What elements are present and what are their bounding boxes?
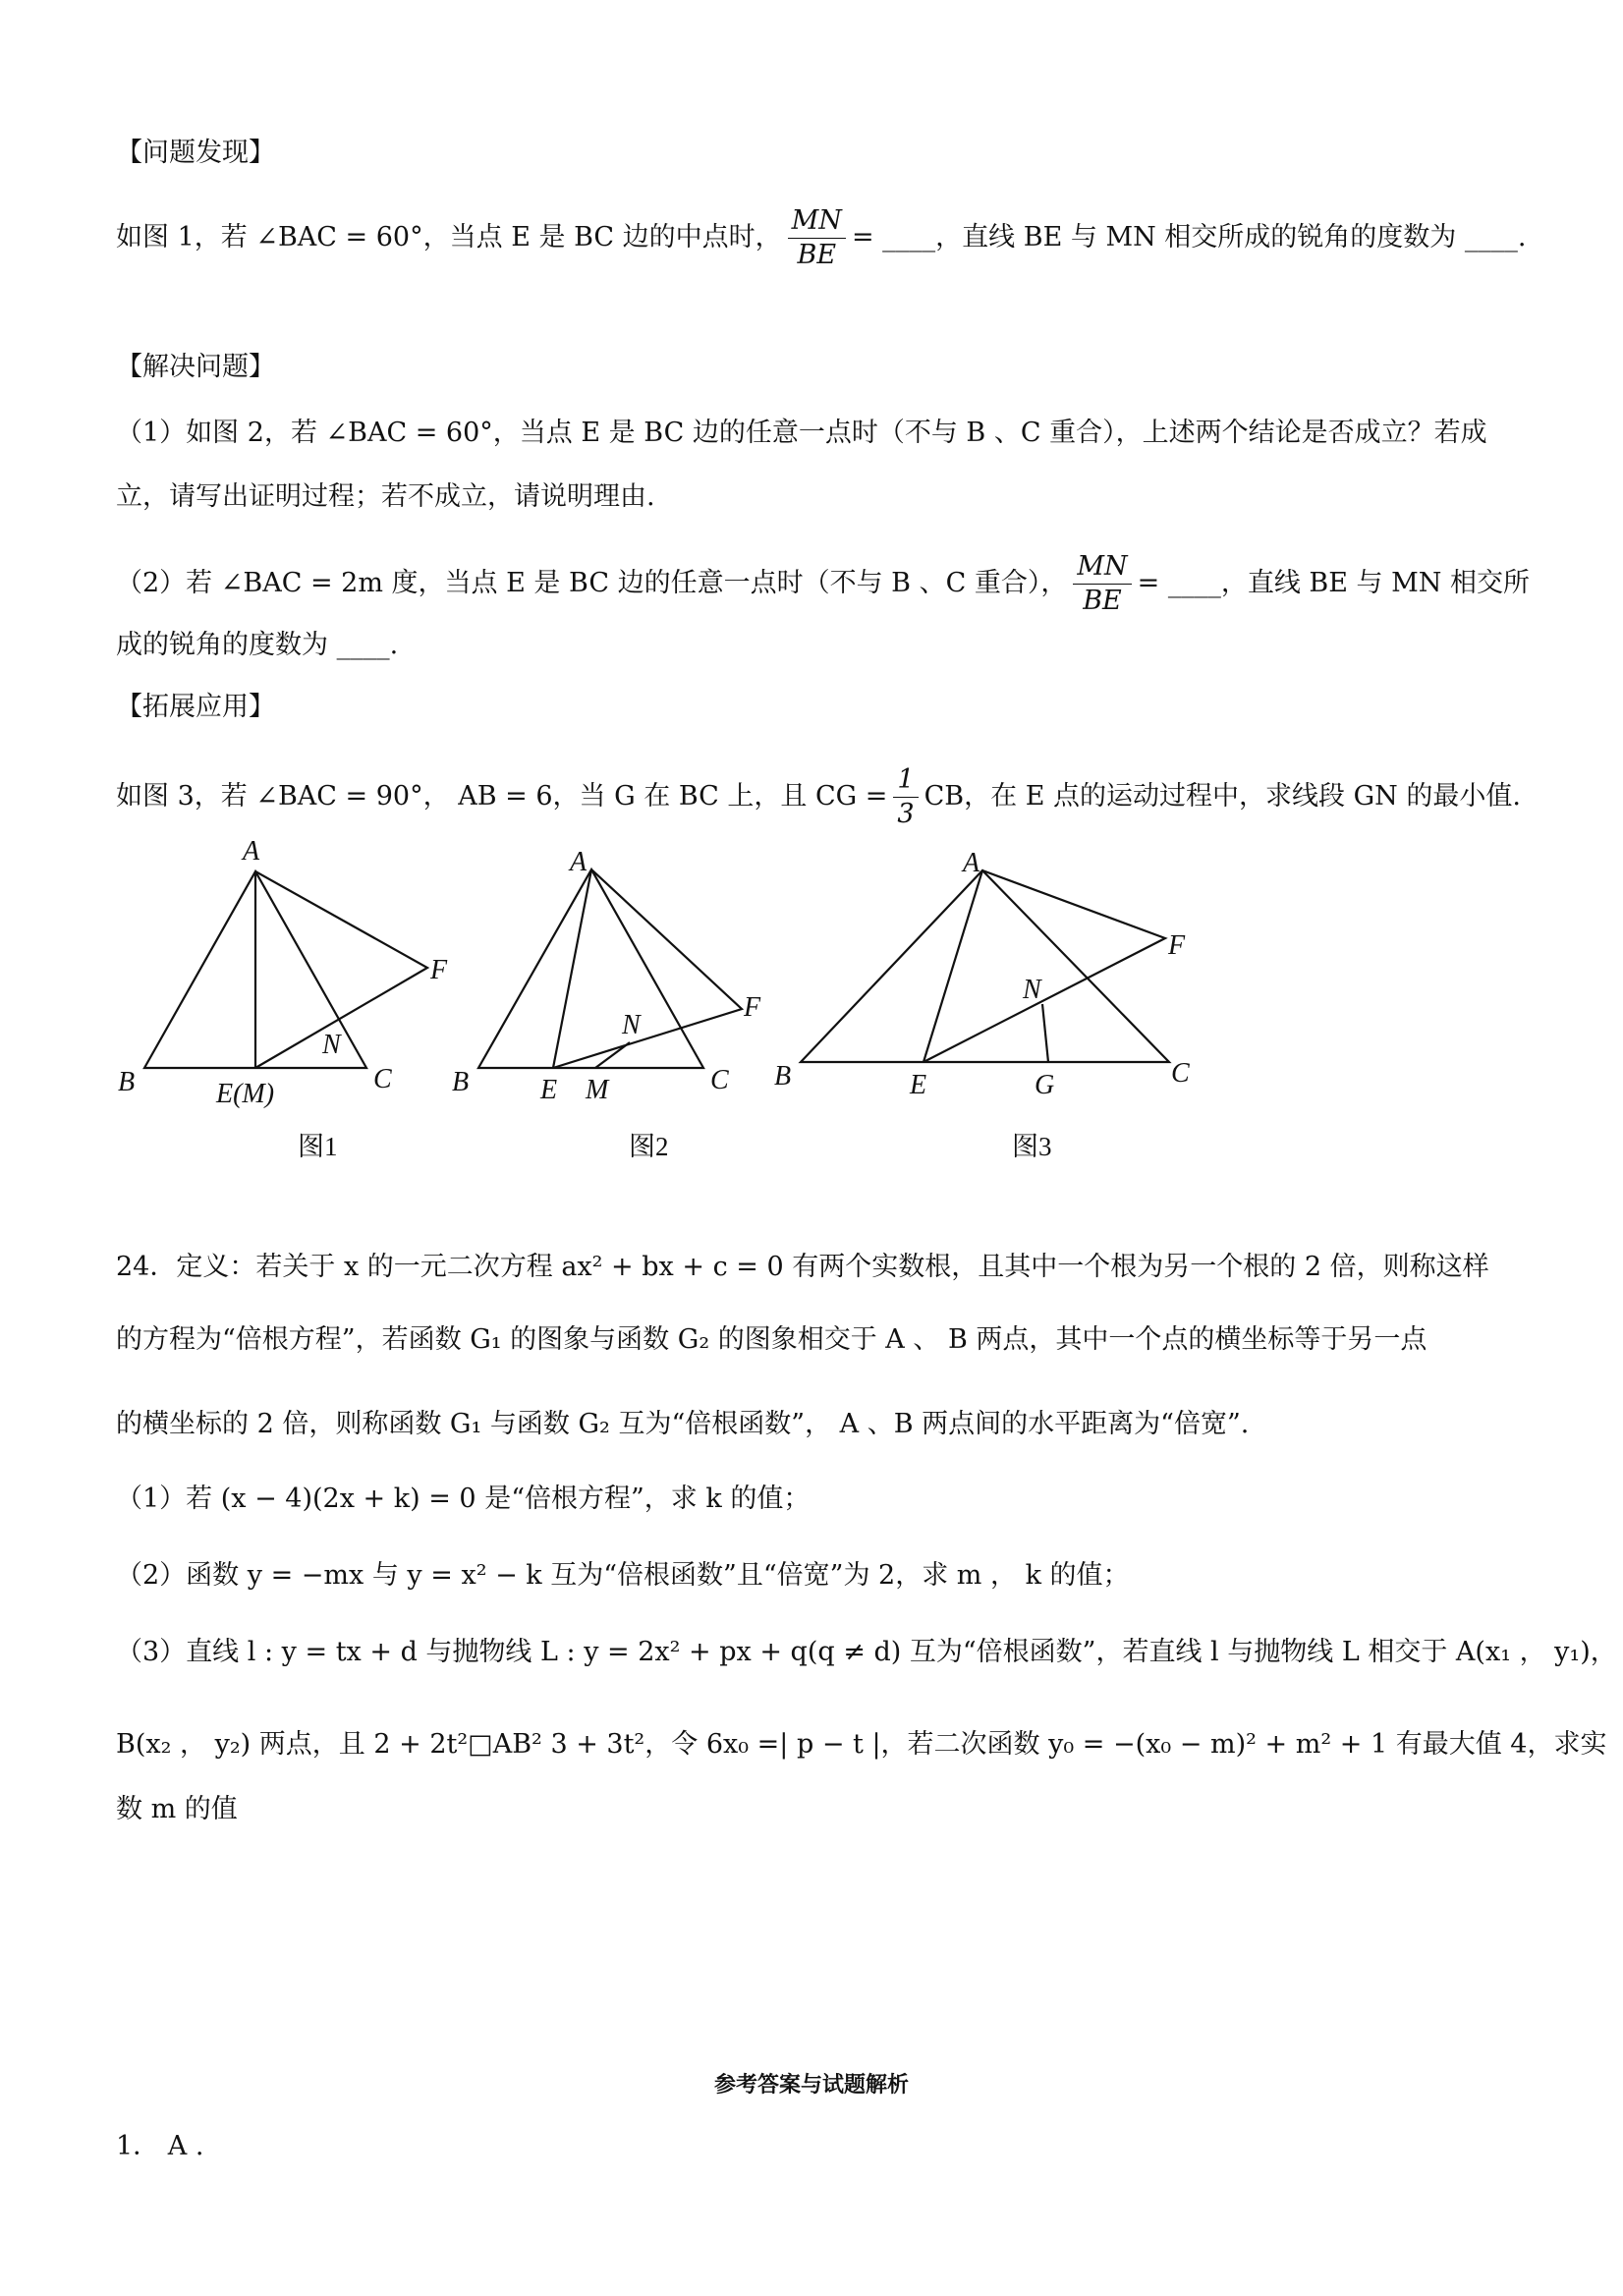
figure-3-caption: 图3 (1012, 1132, 1052, 1161)
fig1-label-n: N (322, 1030, 341, 1060)
solve-q1-line2: 立，请写出证明过程；若不成立，请说明理由. (116, 481, 655, 512)
extend-text-a: 如图 3，若 ∠BAC = 90°， AB = 6，当 G 在 BC 上，且 CG = (116, 781, 888, 812)
q24-part1: （1）若 (x − 4)(2x + k) = 0 是“倍根方程”，求 k 的值； (116, 1484, 811, 1514)
fraction-numerator: MN (788, 204, 846, 239)
fig2-label-b: B (452, 1067, 470, 1097)
fraction-denominator: BE (1083, 586, 1122, 616)
figure-2-caption: 图2 (629, 1132, 669, 1161)
q24-part3-line1: （3）直线 l : y = tx + d 与抛物线 L : y = 2x² + px + q(q ≠ d) 互为“倍根函数”，若直线 l 与抛物线 L 相交于 A(x₁ ， y₁)， (116, 1637, 1617, 1667)
fraction-mn-be (788, 204, 846, 272)
fraction-mn-be-2 (1073, 550, 1131, 618)
figure-2-diagram (478, 869, 742, 1068)
answer-item-1: 1． A . (116, 2131, 204, 2161)
fig3-label-a: A (963, 848, 980, 878)
fraction-denominator: 3 (897, 799, 915, 829)
fig3-label-c: C (1171, 1058, 1190, 1089)
discovery-heading: 【问题发现】 (116, 138, 275, 168)
q24-line2: 的方程为“倍根方程”，若函数 G₁ 的图象与函数 G₂ 的图象相交于 A 、 B 两点，其中一个点的横坐标等于另一点 (116, 1324, 1427, 1355)
discovery-text-b: = ____，直线 BE 与 MN 相交所成的锐角的度数为 ____. (851, 222, 1527, 252)
fig3-label-e: E (910, 1070, 927, 1100)
discovery-line (116, 204, 1526, 272)
extend-heading: 【拓展应用】 (116, 692, 275, 722)
q24-part2: （2）函数 y = −mx 与 y = x² − k 互为“倍根函数”且“倍宽”为 2，求 m ， k 的值； (116, 1560, 1130, 1591)
fig1-label-e: E(M) (216, 1079, 275, 1109)
fig1-label-c: C (373, 1064, 392, 1094)
solve-heading: 【解决问题】 (116, 352, 275, 382)
fig2-label-e: E (540, 1075, 558, 1105)
solve-q2-text-a: （2）若 ∠BAC = 2m 度，当点 E 是 BC 边的任意一点时（不与 B 、C 重合）， (116, 568, 1068, 598)
fig2-label-f: F (744, 992, 761, 1023)
extend-line (116, 763, 1521, 831)
fraction-denominator: BE (797, 240, 837, 270)
extend-text-b: CB，在 E 点的运动过程中，求线段 GN 的最小值. (923, 781, 1521, 812)
figure-1-diagram (144, 871, 427, 1068)
solve-q2-text-b: = ____，直线 BE 与 MN 相交所 (1137, 568, 1530, 598)
q24-line1: 24．定义：若关于 x 的一元二次方程 ax² + bx + c = 0 有两个实数根，且其中一个根为另一个根的 2 倍，则称这样 (116, 1252, 1489, 1282)
fraction-numerator: 1 (893, 763, 918, 798)
figures-svg (0, 825, 1623, 1179)
q24-line3: 的横坐标的 2 倍，则称函数 G₁ 与函数 G₂ 互为“倍根函数”， A 、B 两点间的水平距离为“倍宽”. (116, 1409, 1250, 1439)
fig3-label-g: G (1035, 1070, 1055, 1100)
fraction-numerator: MN (1073, 550, 1131, 585)
discovery-text-a: 如图 1，若 ∠BAC = 60°，当点 E 是 BC 边的中点时， (116, 222, 782, 252)
fig1-label-f: F (430, 955, 448, 985)
solve-q1-line1: （1）如图 2，若 ∠BAC = 60°，当点 E 是 BC 边的任意一点时（不与 B 、C 重合），上述两个结论是否成立？若成 (116, 418, 1487, 448)
solve-q2-line1 (116, 550, 1530, 618)
figure-1-caption: 图1 (298, 1132, 338, 1161)
fig2-label-c: C (710, 1065, 729, 1095)
fig2-label-n: N (622, 1010, 641, 1040)
q24-part3-line3: 数 m 的值 (116, 1794, 238, 1824)
fig3-label-f: F (1168, 930, 1186, 961)
fig3-label-b: B (774, 1061, 792, 1092)
fig2-label-a: A (570, 847, 588, 877)
fraction-one-third (893, 763, 918, 831)
fig3-label-n: N (1023, 975, 1041, 1005)
fig1-label-a: A (243, 836, 260, 867)
figure-3-diagram (801, 870, 1169, 1062)
q24-part3-line2: B(x₂ ， y₂) 两点，且 2 + 2t²□AB² 3 + 3t²，令 6x₀ =| p − t |，若二次函数 y₀ = −(x₀ − m)² + m² + 1 有最大值 4，求实 (116, 1729, 1607, 1760)
answers-title: 参考答案与试题解析 (713, 2073, 909, 2098)
fig2-label-m: M (586, 1075, 609, 1105)
solve-q2-line2: 成的锐角的度数为 ____. (116, 630, 399, 660)
fig1-label-b: B (118, 1067, 136, 1097)
